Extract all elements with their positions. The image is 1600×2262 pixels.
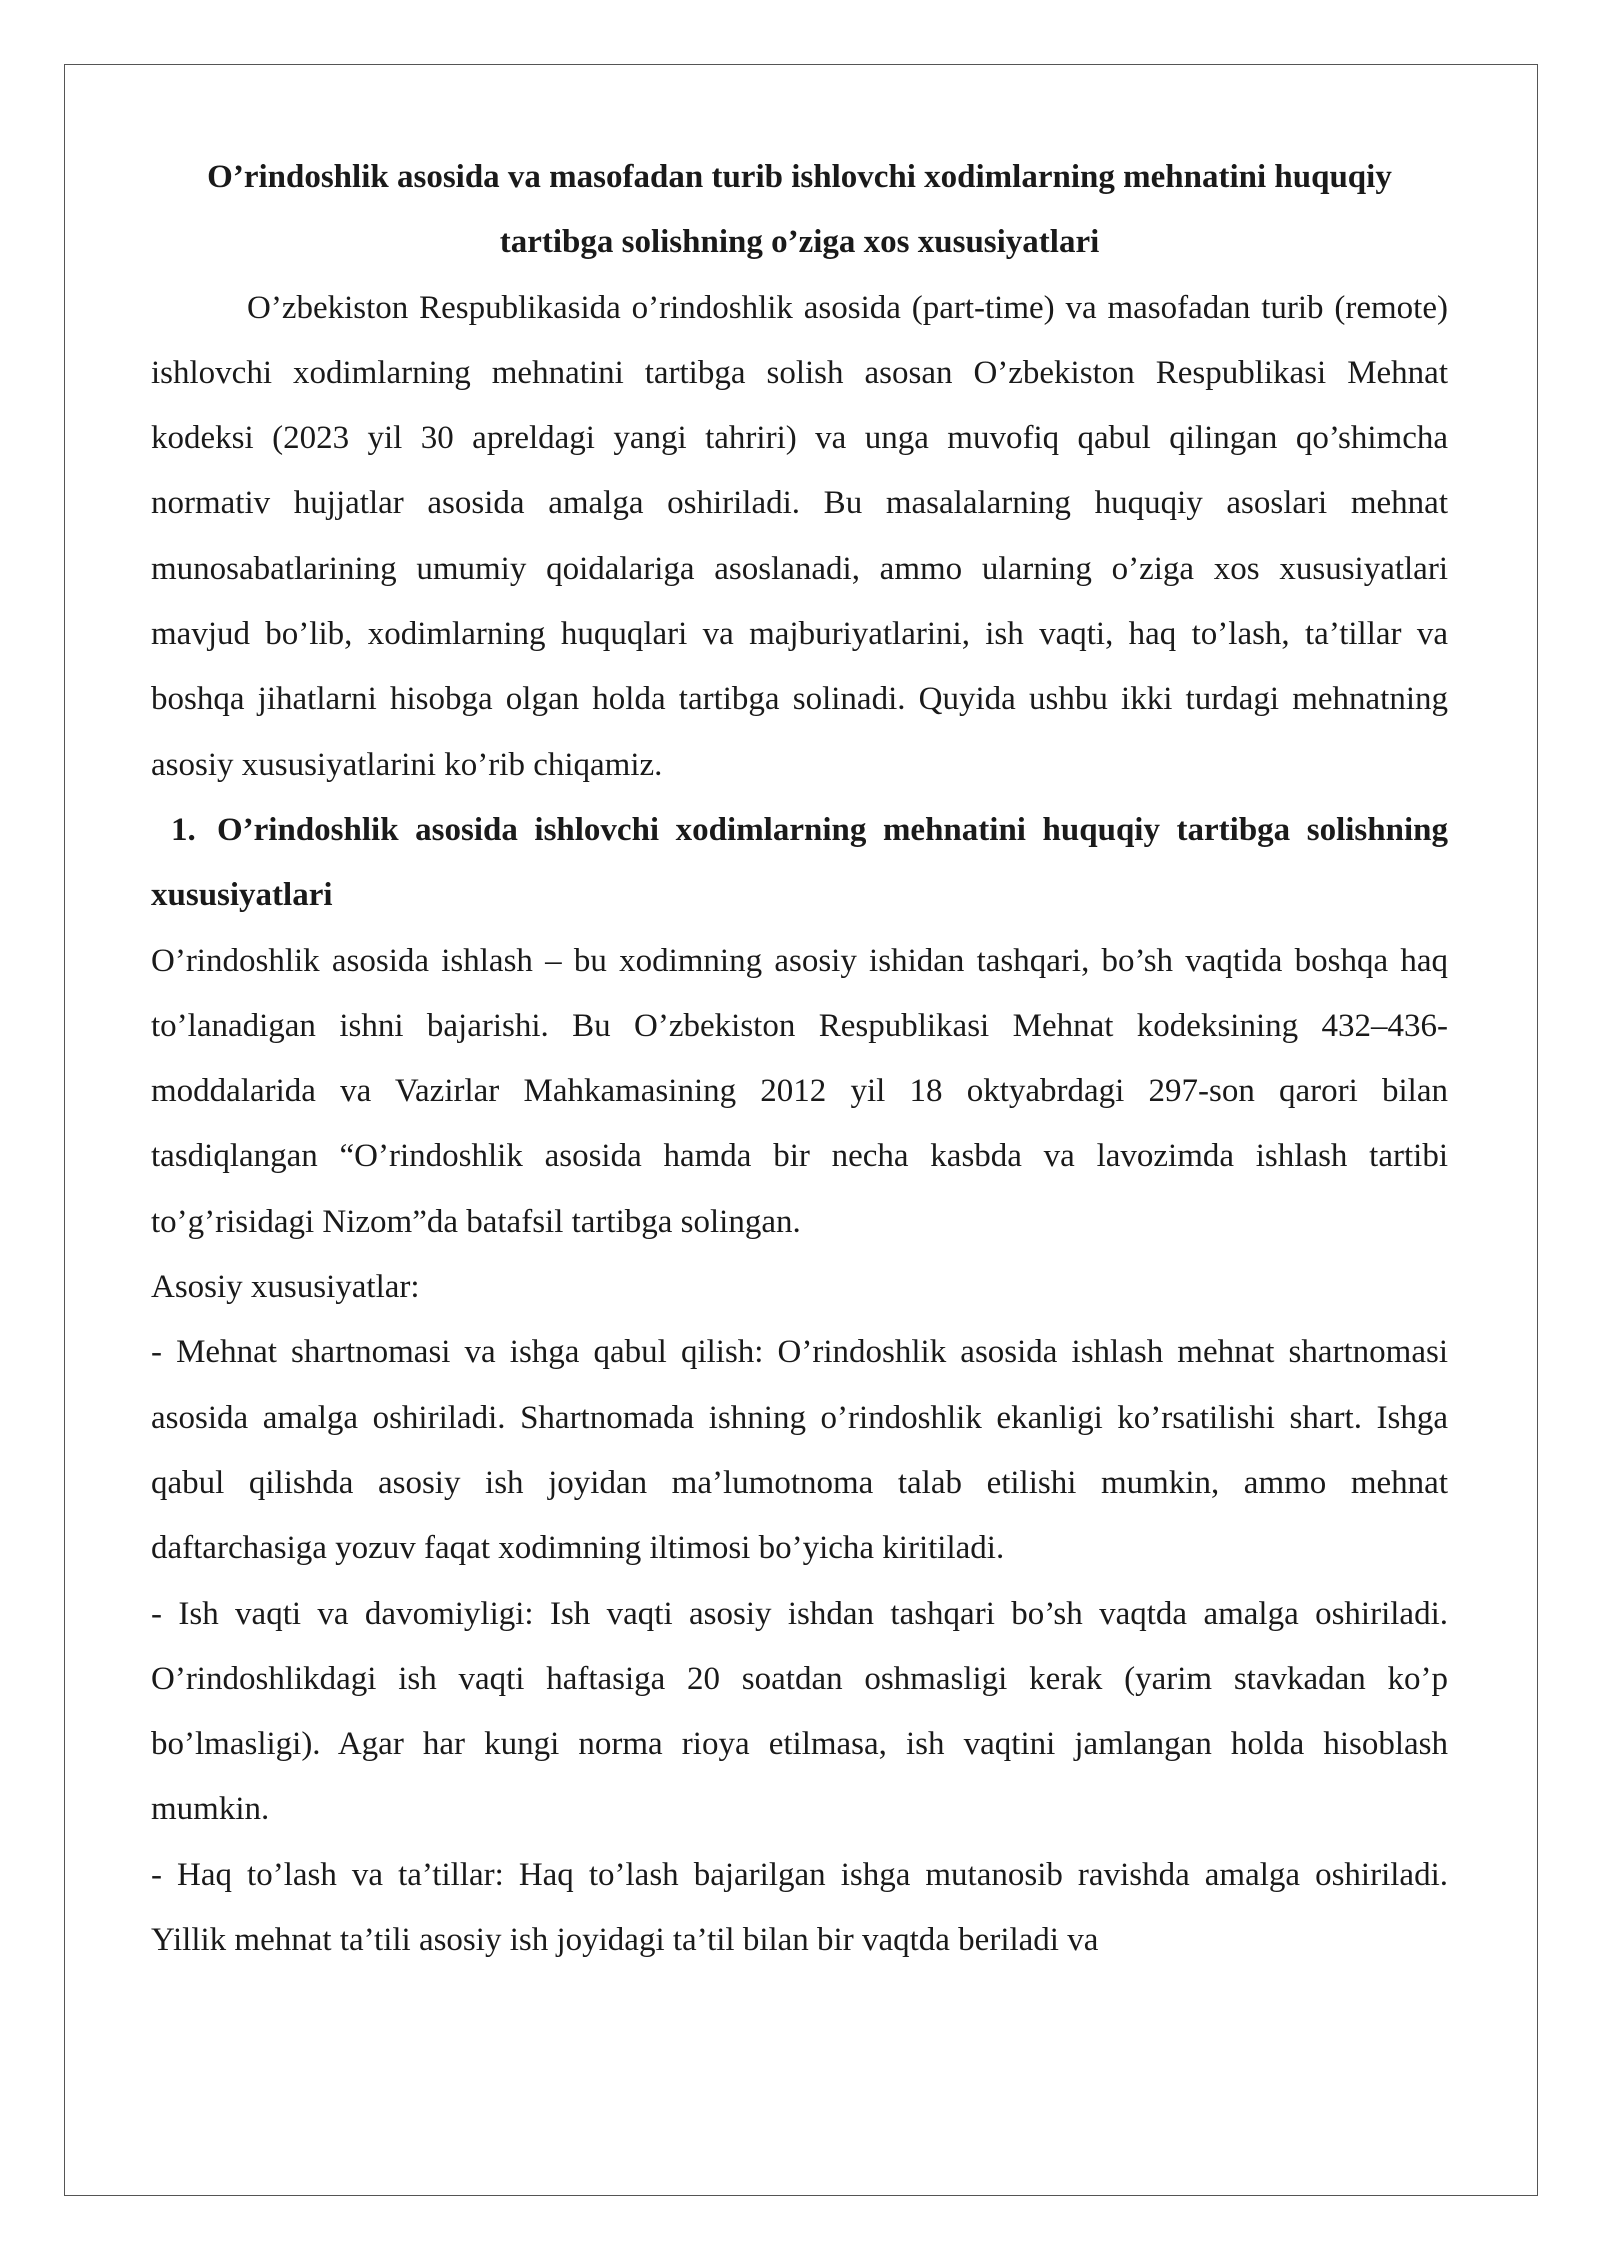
- document-body: [151, 145, 1448, 1973]
- intro-paragraph: O’zbekiston Respublikasida o’rindoshlik asosida (part-time) va masofadan turib (remote) ishlovchi xodimlarning mehnatini tartibga solish asosan O’zbekiston Respublikasi Mehnat kodeksi (2023 yil 30 apreldagi yangi tahriri) va unga muvofiq qabul qilingan qo’shimcha normativ hujjatlar asosida amalga oshiriladi. Bu masalalarning huquqiy asoslari mehnat munosabatlarining umumiy qoidalariga asoslanadi, ammo ularning o’ziga xos xususiyatlari mavjud bo’lib, xodimlarning huquqlari va majburiyatlarini, ish vaqti, haq to’lash, ta’tillar va boshqa jihatlarni hisobga olgan holda tartibga solinadi. Quyida ushbu ikki turdagi mehnatning asosiy xususiyatlarini ko’rib chiqamiz.: [151, 289, 1448, 783]
- list-item: - Haq to’lash va ta’tillar: Haq to’lash bajarilgan ishga mutanosib ravishda amalga oshiriladi. Yillik mehnat ta’tili asosiy ish joyidagi ta’til bilan bir vaqtda beriladi va: [151, 1856, 1448, 1959]
- features-label: Asosiy xususiyatlar:: [151, 1269, 420, 1306]
- section-heading-text: O’rindoshlik asosida ishlovchi xodimlarning mehnatini huquqiy tartibga solishning xususiyatlari: [151, 811, 1448, 914]
- section-heading: [151, 798, 1448, 929]
- list-item: - Mehnat shartnomasi va ishga qabul qilish: O’rindoshlik asosida ishlash mehnat shartnomasi asosida amalga oshiriladi. Shartnomada ishning o’rindoshlik ekanligi ko’rsatilishi shart. Ishga qabul qilishda asosiy ish joyidan ma’lumotnoma talab etilishi mumkin, ammo mehnat daftarchasiga yozuv faqat xodimning iltimosi bo’yicha kiritiladi.: [151, 1334, 1448, 1567]
- section-paragraph: O’rindoshlik asosida ishlash – bu xodimning asosiy ishidan tashqari, bo’sh vaqtida boshqa haq to’lanadigan ishni bajarishi. Bu O’zbekiston Respublikasi Mehnat kodeksining 432–436-moddalarida va Vazirlar Mahkamasining 2012 yil 18 oktyabrdagi 297-son qarori bilan tasdiqlangan “O’rindoshlik asosida hamda bir necha kasbda va lavozimda ishlash tartibi to’g’risidagi Nizom”da batafsil tartibga solingan.: [151, 942, 1448, 1240]
- section-number: 1.: [171, 811, 196, 848]
- document-title: O’rindoshlik asosida va masofadan turib ishlovchi xodimlarning mehnatini huquqiy tartibga solishning o’ziga xos xususiyatlari: [207, 159, 1392, 261]
- list-item: - Ish vaqti va davomiyligi: Ish vaqti asosiy ishdan tashqari bo’sh vaqtda amalga oshiriladi. O’rindoshlikdagi ish vaqti haftasiga 20 soatdan oshmasligi kerak (yarim stavkadan ko’p bo’lmasligi). Agar har kungi norma rioya etilmasa, ish vaqtini jamlangan holda hisoblash mumkin.: [151, 1595, 1448, 1828]
